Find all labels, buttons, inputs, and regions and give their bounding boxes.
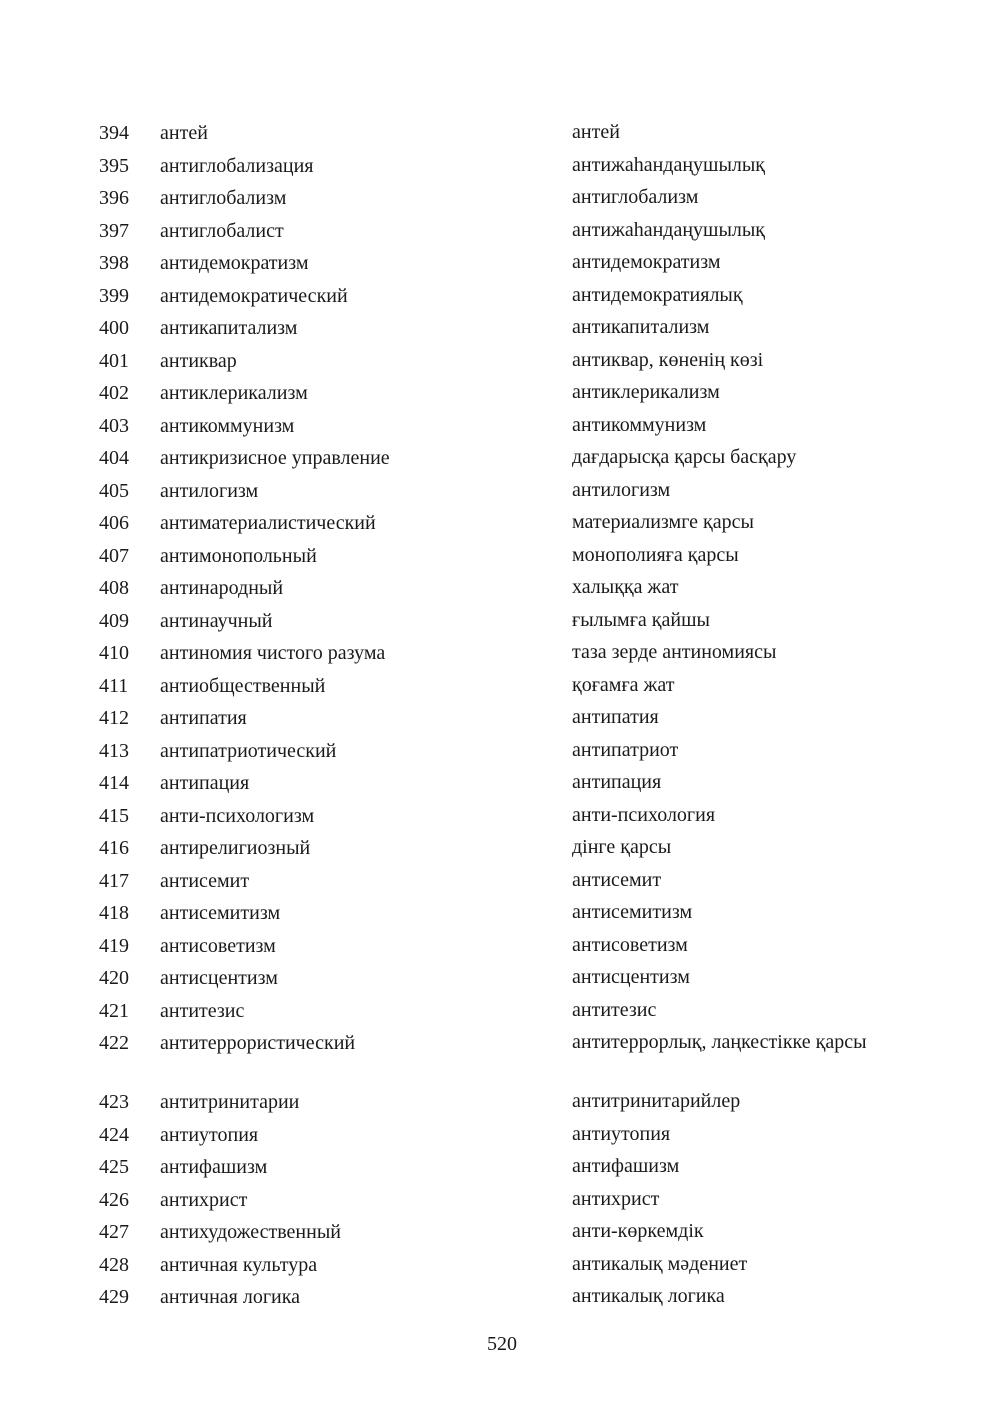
russian-term: антикоммунизм bbox=[160, 414, 295, 437]
russian-term: антидемократизм bbox=[160, 252, 309, 274]
entry-number: 406 bbox=[99, 512, 129, 534]
russian-term: антиматериалистический bbox=[160, 512, 376, 534]
entry-row bbox=[0, 605, 1004, 638]
entry-row bbox=[0, 1216, 1004, 1249]
entry-row bbox=[0, 247, 1004, 280]
russian-term: антирелигиозный bbox=[160, 837, 311, 859]
russian-term: антиглобализм bbox=[160, 187, 287, 209]
entry-row bbox=[0, 507, 1004, 540]
russian-term: антихрист bbox=[160, 1188, 248, 1211]
entry-row bbox=[0, 832, 1004, 865]
entry-number: 427 bbox=[99, 1221, 129, 1243]
kazakh-term: антилогизм bbox=[572, 478, 671, 501]
russian-term: антисоветизм bbox=[160, 934, 276, 957]
entry-number: 418 bbox=[99, 902, 129, 924]
entry-row bbox=[0, 1086, 1004, 1119]
kazakh-term: дағдарысқа қарсы басқару bbox=[572, 446, 797, 468]
entry-row bbox=[0, 377, 1004, 410]
entry-number: 428 bbox=[99, 1253, 129, 1276]
entry-number: 408 bbox=[99, 577, 129, 599]
kazakh-term: қоғамға жат bbox=[572, 673, 675, 696]
kazakh-term: антиклерикализм bbox=[572, 381, 720, 403]
russian-term: антинародный bbox=[160, 577, 284, 599]
entry-row bbox=[0, 1027, 1004, 1086]
entry-number: 409 bbox=[99, 609, 129, 632]
entry-number: 407 bbox=[99, 544, 129, 567]
kazakh-term: антиглобализм bbox=[572, 186, 699, 208]
kazakh-term: антидемократиялық bbox=[572, 283, 743, 306]
kazakh-term: антипация bbox=[572, 771, 662, 793]
russian-term: анти-психологизм bbox=[160, 804, 315, 827]
russian-term: антитезис bbox=[160, 999, 245, 1022]
russian-term: античная логика bbox=[160, 1286, 301, 1308]
entry-row bbox=[0, 280, 1004, 313]
entry-row bbox=[0, 995, 1004, 1028]
kazakh-term: монополияға қарсы bbox=[572, 543, 739, 566]
russian-term: антиномия чистого разума bbox=[160, 642, 386, 664]
russian-term: антинаучный bbox=[160, 609, 273, 632]
entry-row bbox=[0, 735, 1004, 768]
entry-row bbox=[0, 930, 1004, 963]
entry-number: 401 bbox=[99, 349, 129, 372]
entry-row bbox=[0, 1184, 1004, 1217]
entry-number: 396 bbox=[99, 187, 129, 209]
entry-number: 410 bbox=[99, 642, 129, 664]
russian-term: антиобщественный bbox=[160, 674, 326, 697]
entry-row bbox=[0, 800, 1004, 833]
russian-term: антихудожественный bbox=[160, 1221, 341, 1243]
kazakh-term: антитринитарийлер bbox=[572, 1090, 741, 1112]
page-number: 520 bbox=[487, 1333, 517, 1355]
russian-term: антей bbox=[160, 122, 208, 144]
entry-row bbox=[0, 475, 1004, 508]
entry-number: 405 bbox=[99, 479, 129, 502]
kazakh-term: антитезис bbox=[572, 998, 657, 1021]
entry-number: 413 bbox=[99, 739, 129, 762]
kazakh-term: дінге қарсы bbox=[572, 836, 672, 858]
entry-number: 400 bbox=[99, 317, 129, 339]
entry-number: 424 bbox=[99, 1123, 129, 1146]
entry-number: 429 bbox=[99, 1286, 129, 1308]
entry-number: 421 bbox=[99, 999, 129, 1022]
russian-term: антикапитализм bbox=[160, 317, 298, 339]
kazakh-term: антей bbox=[572, 121, 620, 143]
russian-term: антиглобалист bbox=[160, 219, 284, 242]
entry-number: 426 bbox=[99, 1188, 129, 1211]
entry-number: 415 bbox=[99, 804, 129, 827]
entry-row bbox=[0, 182, 1004, 215]
entry-row bbox=[0, 572, 1004, 605]
entry-row bbox=[0, 670, 1004, 703]
entry-number: 412 bbox=[99, 707, 129, 729]
entry-number: 404 bbox=[99, 447, 129, 469]
entry-row bbox=[0, 410, 1004, 443]
kazakh-term: антисцентизм bbox=[572, 966, 690, 988]
entry-row bbox=[0, 1249, 1004, 1282]
entry-number: 395 bbox=[99, 154, 129, 177]
russian-term: антитеррористический bbox=[160, 1032, 356, 1054]
entry-number: 399 bbox=[99, 284, 129, 307]
entry-row bbox=[0, 345, 1004, 378]
entry-number: 394 bbox=[99, 122, 129, 144]
entry-row bbox=[0, 865, 1004, 898]
entry-row bbox=[0, 637, 1004, 670]
russian-term: антипатия bbox=[160, 707, 247, 729]
kazakh-term: антижаһандаңушылық bbox=[572, 153, 766, 176]
kazakh-term: антикапитализм bbox=[572, 316, 710, 338]
russian-term: антиглобализация bbox=[160, 154, 314, 177]
entry-row bbox=[0, 117, 1004, 150]
kazakh-term: антикалық логика bbox=[572, 1285, 725, 1307]
entry-row bbox=[0, 1281, 1004, 1314]
kazakh-term: антифашизм bbox=[572, 1155, 680, 1177]
entry-row bbox=[0, 897, 1004, 930]
kazakh-term: антикоммунизм bbox=[572, 413, 707, 436]
russian-term: антимонопольный bbox=[160, 544, 317, 567]
kazakh-term: антисемит bbox=[572, 868, 662, 891]
russian-term: антифашизм bbox=[160, 1156, 268, 1178]
russian-term: антиквар bbox=[160, 349, 237, 372]
entry-number: 402 bbox=[99, 382, 129, 404]
entry-row bbox=[0, 1151, 1004, 1184]
entry-row bbox=[0, 150, 1004, 183]
entry-number: 403 bbox=[99, 414, 129, 437]
kazakh-term: антисоветизм bbox=[572, 933, 688, 956]
entry-row bbox=[0, 962, 1004, 995]
kazakh-term: антисемитизм bbox=[572, 901, 693, 923]
kazakh-term: антиутопия bbox=[572, 1122, 671, 1145]
kazakh-term: антиквар, көненің көзі bbox=[572, 348, 764, 371]
kazakh-term: антитеррорлық, лаңкестікке қарсы bbox=[572, 1031, 867, 1053]
entry-number: 411 bbox=[99, 674, 129, 697]
entry-number: 420 bbox=[99, 967, 129, 989]
russian-term: антиклерикализм bbox=[160, 382, 308, 404]
kazakh-term: антипатриот bbox=[572, 738, 679, 761]
entry-number: 422 bbox=[99, 1032, 129, 1054]
russian-term: античная культура bbox=[160, 1253, 318, 1276]
kazakh-term: антикалық мәдениет bbox=[572, 1252, 748, 1275]
entry-number: 425 bbox=[99, 1156, 129, 1178]
entry-list bbox=[0, 117, 1004, 1314]
kazakh-term: таза зерде антиномиясы bbox=[572, 641, 777, 663]
russian-term: антидемократический bbox=[160, 284, 348, 307]
entry-row bbox=[0, 767, 1004, 800]
entry-number: 423 bbox=[99, 1091, 129, 1113]
russian-term: антиутопия bbox=[160, 1123, 259, 1146]
entry-number: 398 bbox=[99, 252, 129, 274]
kazakh-term: антижаһандаңушылық bbox=[572, 218, 766, 241]
entry-row bbox=[0, 312, 1004, 345]
russian-term: антипация bbox=[160, 772, 250, 794]
kazakh-term: антипатия bbox=[572, 706, 659, 728]
entry-row bbox=[0, 215, 1004, 248]
entry-number: 419 bbox=[99, 934, 129, 957]
entry-row bbox=[0, 1119, 1004, 1152]
entry-number: 397 bbox=[99, 219, 129, 242]
russian-term: антилогизм bbox=[160, 479, 259, 502]
entry-number: 416 bbox=[99, 837, 129, 859]
russian-term: антипатриотический bbox=[160, 739, 337, 762]
russian-term: антисемитизм bbox=[160, 902, 281, 924]
russian-term: антитринитарии bbox=[160, 1091, 300, 1113]
kazakh-term: материализмге қарсы bbox=[572, 511, 754, 533]
kazakh-term: ғылымға қайшы bbox=[572, 608, 710, 631]
entry-number: 414 bbox=[99, 772, 129, 794]
kazakh-term: антидемократизм bbox=[572, 251, 721, 273]
kazakh-term: анти-көркемдік bbox=[572, 1220, 704, 1242]
entry-row bbox=[0, 540, 1004, 573]
entry-row bbox=[0, 442, 1004, 475]
kazakh-term: анти-психология bbox=[572, 803, 716, 826]
entry-number: 417 bbox=[99, 869, 129, 892]
russian-term: антисцентизм bbox=[160, 967, 278, 989]
russian-term: антикризисное управление bbox=[160, 447, 390, 469]
entry-row bbox=[0, 702, 1004, 735]
kazakh-term: антихрист bbox=[572, 1187, 660, 1210]
kazakh-term: халыққа жат bbox=[572, 576, 679, 598]
russian-term: антисемит bbox=[160, 869, 250, 892]
